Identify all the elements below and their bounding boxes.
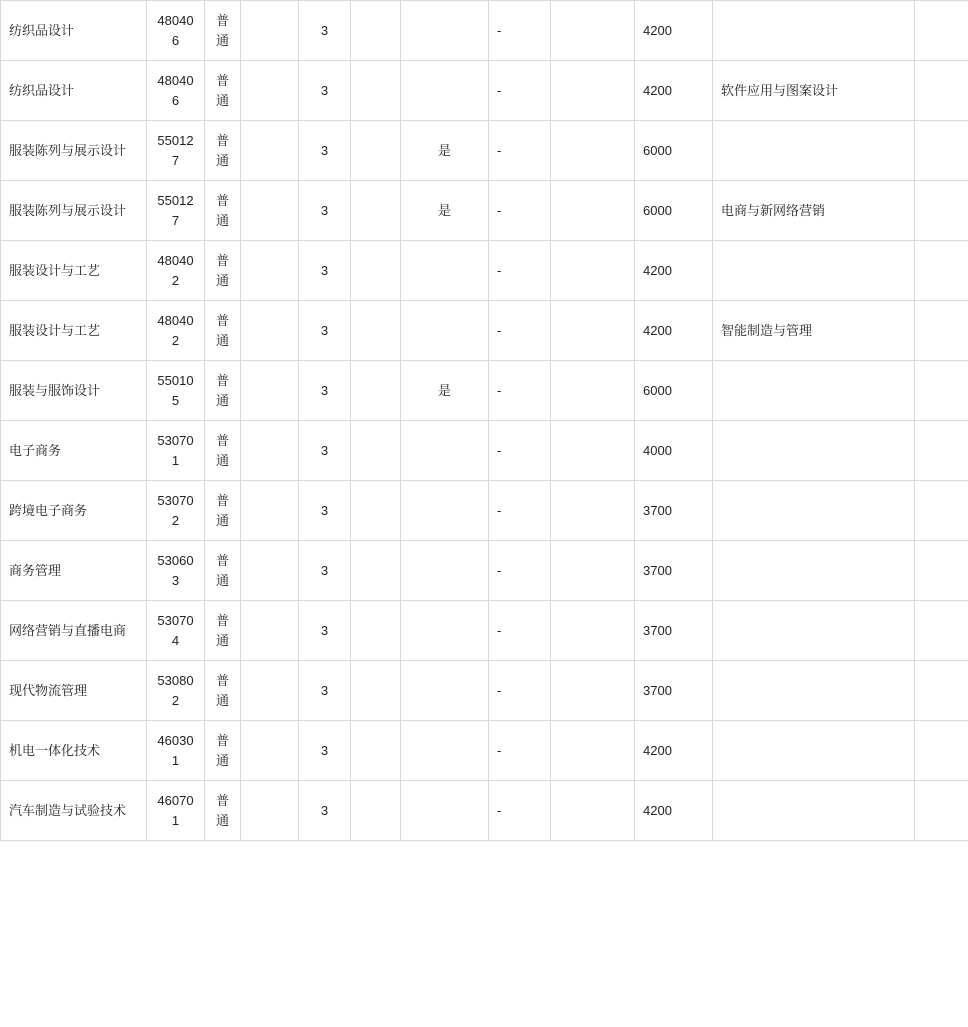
- tuition-cell: 4200: [635, 781, 713, 841]
- art-flag-cell: 是: [401, 181, 489, 241]
- major-code-cell: 530704: [147, 601, 205, 661]
- dash-cell: -: [489, 361, 551, 421]
- tuition-cell: 6000: [635, 361, 713, 421]
- table-row: [1, 421, 968, 481]
- study-years-cell: 3: [299, 601, 351, 661]
- major-name-cell: 服装与服饰设计: [1, 361, 147, 421]
- study-years-cell: 3: [299, 301, 351, 361]
- blank-cell-flag: [351, 601, 401, 661]
- blank-cell-flag: [351, 781, 401, 841]
- major-code-cell: 550127: [147, 181, 205, 241]
- blank-cell-2: [551, 181, 635, 241]
- major-category-cell: 普通: [205, 721, 241, 781]
- blank-cell-flag: [351, 421, 401, 481]
- major-name-cell: 服装设计与工艺: [1, 301, 147, 361]
- major-table-body: [1, 1, 968, 841]
- major-code-cell: 480406: [147, 1, 205, 61]
- direction-cell: 电商与新网络营销: [713, 181, 915, 241]
- direction-cell: [713, 541, 915, 601]
- table-row: [1, 661, 968, 721]
- blank-cell-tail: [915, 61, 968, 121]
- blank-cell-2: [551, 1, 635, 61]
- major-code-cell: 480406: [147, 61, 205, 121]
- direction-cell: [713, 121, 915, 181]
- dash-cell: -: [489, 181, 551, 241]
- dash-cell: -: [489, 421, 551, 481]
- blank-cell-flag: [351, 481, 401, 541]
- direction-cell: 智能制造与管理: [713, 301, 915, 361]
- major-name-cell: 商务管理: [1, 541, 147, 601]
- blank-cell-2: [551, 121, 635, 181]
- major-category-cell: 普通: [205, 361, 241, 421]
- dash-cell: -: [489, 121, 551, 181]
- major-category-cell: 普通: [205, 61, 241, 121]
- major-name-cell: 机电一体化技术: [1, 721, 147, 781]
- study-years-cell: 3: [299, 781, 351, 841]
- blank-cell-1: [241, 481, 299, 541]
- blank-cell-1: [241, 1, 299, 61]
- art-flag-cell: 是: [401, 361, 489, 421]
- art-flag-cell: [401, 541, 489, 601]
- direction-cell: [713, 781, 915, 841]
- dash-cell: -: [489, 781, 551, 841]
- blank-cell-1: [241, 361, 299, 421]
- tuition-cell: 3700: [635, 661, 713, 721]
- major-name-cell: 现代物流管理: [1, 661, 147, 721]
- major-code-cell: 480402: [147, 241, 205, 301]
- major-name-cell: 纺织品设计: [1, 1, 147, 61]
- blank-cell-tail: [915, 301, 968, 361]
- blank-cell-tail: [915, 241, 968, 301]
- major-category-cell: 普通: [205, 241, 241, 301]
- study-years-cell: 3: [299, 421, 351, 481]
- blank-cell-1: [241, 541, 299, 601]
- major-category-cell: 普通: [205, 121, 241, 181]
- blank-cell-tail: [915, 661, 968, 721]
- direction-cell: [713, 721, 915, 781]
- major-name-cell: 服装陈列与展示设计: [1, 181, 147, 241]
- major-code-cell: 530702: [147, 481, 205, 541]
- blank-cell-tail: [915, 721, 968, 781]
- direction-cell: [713, 661, 915, 721]
- major-code-cell: 460301: [147, 721, 205, 781]
- direction-cell: 软件应用与图案设计: [713, 61, 915, 121]
- tuition-cell: 3700: [635, 541, 713, 601]
- blank-cell-flag: [351, 61, 401, 121]
- dash-cell: -: [489, 661, 551, 721]
- blank-cell-flag: [351, 301, 401, 361]
- blank-cell-2: [551, 601, 635, 661]
- direction-cell: [713, 481, 915, 541]
- blank-cell-tail: [915, 781, 968, 841]
- dash-cell: -: [489, 61, 551, 121]
- art-flag-cell: [401, 601, 489, 661]
- major-category-cell: 普通: [205, 541, 241, 601]
- study-years-cell: 3: [299, 361, 351, 421]
- tuition-cell: 4200: [635, 61, 713, 121]
- direction-cell: [713, 241, 915, 301]
- blank-cell-2: [551, 541, 635, 601]
- blank-cell-1: [241, 661, 299, 721]
- blank-cell-tail: [915, 601, 968, 661]
- blank-cell-tail: [915, 1, 968, 61]
- study-years-cell: 3: [299, 181, 351, 241]
- blank-cell-1: [241, 301, 299, 361]
- art-flag-cell: [401, 301, 489, 361]
- blank-cell-tail: [915, 481, 968, 541]
- blank-cell-2: [551, 241, 635, 301]
- major-name-cell: 跨境电子商务: [1, 481, 147, 541]
- blank-cell-1: [241, 121, 299, 181]
- major-code-cell: 460701: [147, 781, 205, 841]
- art-flag-cell: [401, 421, 489, 481]
- direction-cell: [713, 1, 915, 61]
- table-row: [1, 121, 968, 181]
- dash-cell: -: [489, 541, 551, 601]
- study-years-cell: 3: [299, 481, 351, 541]
- table-row: [1, 61, 968, 121]
- major-name-cell: 电子商务: [1, 421, 147, 481]
- major-name-cell: 网络营销与直播电商: [1, 601, 147, 661]
- direction-cell: [713, 421, 915, 481]
- blank-cell-2: [551, 61, 635, 121]
- blank-cell-1: [241, 181, 299, 241]
- tuition-cell: 4200: [635, 721, 713, 781]
- art-flag-cell: [401, 1, 489, 61]
- major-code-cell: 550105: [147, 361, 205, 421]
- major-category-cell: 普通: [205, 301, 241, 361]
- major-category-cell: 普通: [205, 661, 241, 721]
- art-flag-cell: 是: [401, 121, 489, 181]
- table-row: [1, 601, 968, 661]
- major-name-cell: 服装设计与工艺: [1, 241, 147, 301]
- direction-cell: [713, 361, 915, 421]
- major-category-cell: 普通: [205, 481, 241, 541]
- major-category-cell: 普通: [205, 781, 241, 841]
- blank-cell-2: [551, 721, 635, 781]
- blank-cell-flag: [351, 541, 401, 601]
- major-category-cell: 普通: [205, 601, 241, 661]
- tuition-cell: 3700: [635, 481, 713, 541]
- blank-cell-2: [551, 361, 635, 421]
- table-row: [1, 541, 968, 601]
- blank-cell-flag: [351, 661, 401, 721]
- table-row: [1, 1, 968, 61]
- tuition-cell: 6000: [635, 121, 713, 181]
- tuition-cell: 4200: [635, 1, 713, 61]
- study-years-cell: 3: [299, 721, 351, 781]
- major-code-cell: 530802: [147, 661, 205, 721]
- dash-cell: -: [489, 481, 551, 541]
- dash-cell: -: [489, 601, 551, 661]
- major-category-cell: 普通: [205, 1, 241, 61]
- blank-cell-1: [241, 601, 299, 661]
- blank-cell-2: [551, 421, 635, 481]
- direction-cell: [713, 601, 915, 661]
- table-row: [1, 181, 968, 241]
- dash-cell: -: [489, 241, 551, 301]
- study-years-cell: 3: [299, 121, 351, 181]
- tuition-cell: 3700: [635, 601, 713, 661]
- blank-cell-tail: [915, 181, 968, 241]
- major-code-cell: 550127: [147, 121, 205, 181]
- blank-cell-flag: [351, 121, 401, 181]
- blank-cell-flag: [351, 181, 401, 241]
- major-name-cell: 服装陈列与展示设计: [1, 121, 147, 181]
- tuition-cell: 4200: [635, 301, 713, 361]
- blank-cell-2: [551, 301, 635, 361]
- blank-cell-2: [551, 661, 635, 721]
- table-row: [1, 361, 968, 421]
- art-flag-cell: [401, 661, 489, 721]
- blank-cell-1: [241, 781, 299, 841]
- major-code-cell: 530701: [147, 421, 205, 481]
- blank-cell-1: [241, 421, 299, 481]
- study-years-cell: 3: [299, 241, 351, 301]
- table-row: [1, 721, 968, 781]
- dash-cell: -: [489, 1, 551, 61]
- blank-cell-tail: [915, 541, 968, 601]
- tuition-cell: 4000: [635, 421, 713, 481]
- art-flag-cell: [401, 721, 489, 781]
- table-row: [1, 481, 968, 541]
- tuition-cell: 4200: [635, 241, 713, 301]
- major-name-cell: 纺织品设计: [1, 61, 147, 121]
- blank-cell-flag: [351, 361, 401, 421]
- art-flag-cell: [401, 781, 489, 841]
- study-years-cell: 3: [299, 1, 351, 61]
- study-years-cell: 3: [299, 61, 351, 121]
- table-row: [1, 781, 968, 841]
- study-years-cell: 3: [299, 541, 351, 601]
- major-name-cell: 汽车制造与试验技术: [1, 781, 147, 841]
- tuition-cell: 6000: [635, 181, 713, 241]
- blank-cell-flag: [351, 721, 401, 781]
- blank-cell-flag: [351, 241, 401, 301]
- blank-cell-1: [241, 241, 299, 301]
- art-flag-cell: [401, 241, 489, 301]
- major-category-cell: 普通: [205, 181, 241, 241]
- blank-cell-2: [551, 481, 635, 541]
- dash-cell: -: [489, 721, 551, 781]
- blank-cell-2: [551, 781, 635, 841]
- art-flag-cell: [401, 61, 489, 121]
- blank-cell-1: [241, 61, 299, 121]
- table-row: [1, 301, 968, 361]
- blank-cell-tail: [915, 121, 968, 181]
- blank-cell-flag: [351, 1, 401, 61]
- major-code-cell: 530603: [147, 541, 205, 601]
- blank-cell-tail: [915, 361, 968, 421]
- study-years-cell: 3: [299, 661, 351, 721]
- table-row: [1, 241, 968, 301]
- art-flag-cell: [401, 481, 489, 541]
- major-code-cell: 480402: [147, 301, 205, 361]
- major-category-cell: 普通: [205, 421, 241, 481]
- dash-cell: -: [489, 301, 551, 361]
- blank-cell-tail: [915, 421, 968, 481]
- blank-cell-1: [241, 721, 299, 781]
